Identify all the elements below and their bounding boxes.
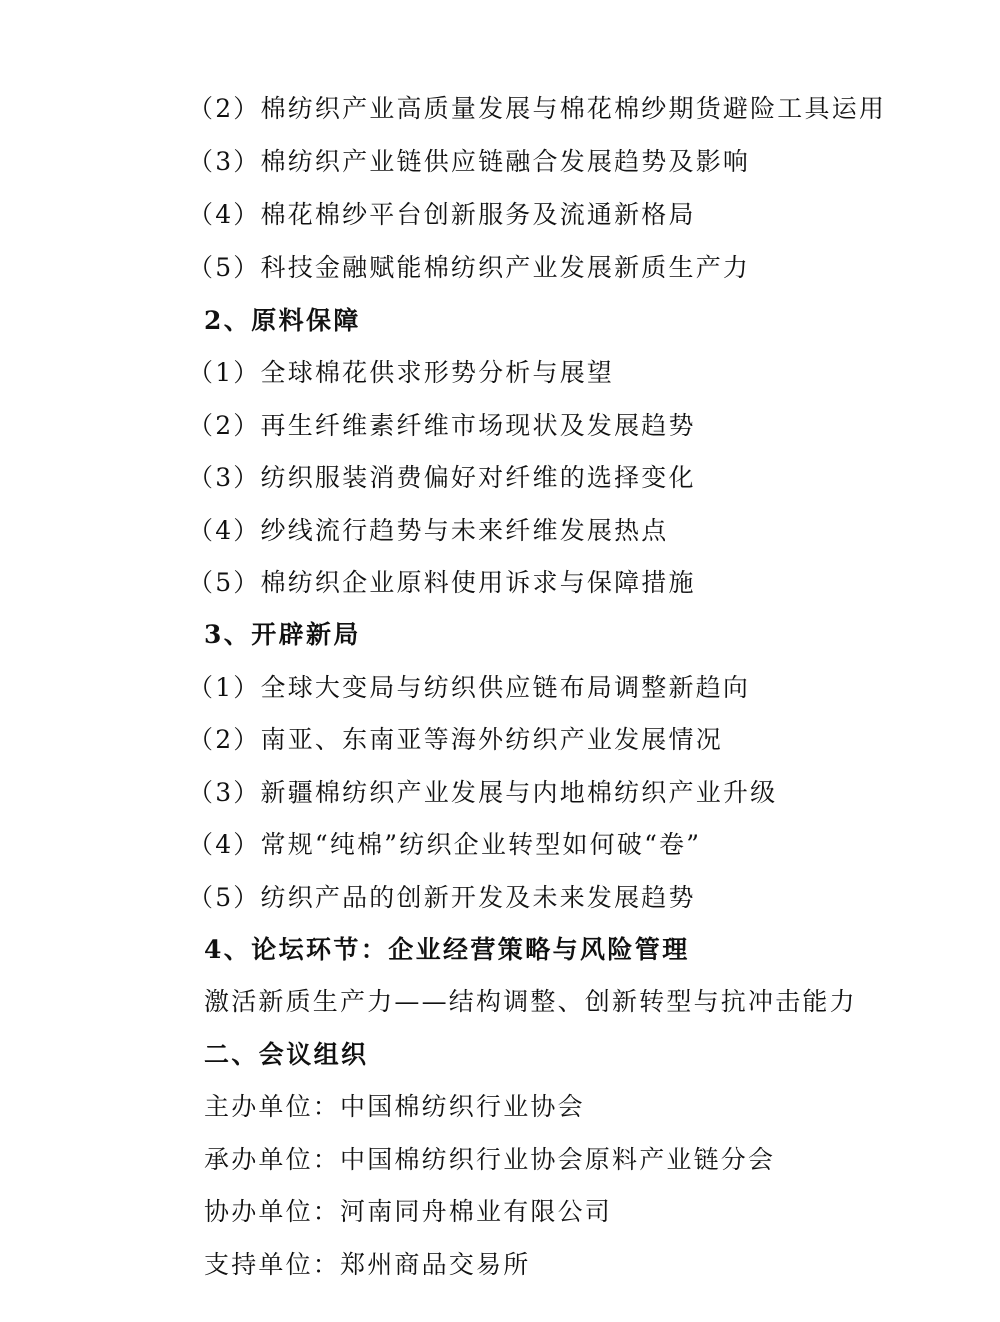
list-item: （1）全球棉花供求形势分析与展望 (188, 358, 615, 387)
list-item: （3）新疆棉纺织产业发展与内地棉纺织产业升级 (188, 778, 778, 807)
list-item: （5）棉纺织企业原料使用诉求与保障措施 (188, 568, 696, 597)
host-unit: 主办单位：中国棉纺织行业协会 (204, 1092, 585, 1121)
section-heading-raw-materials: 2、原料保障 (204, 306, 361, 335)
section-heading-organization: 二、会议组织 (204, 1040, 369, 1069)
list-item: （2）南亚、东南亚等海外纺织产业发展情况 (188, 725, 723, 754)
organizer-unit: 承办单位：中国棉纺织行业协会原料产业链分会 (204, 1145, 776, 1174)
list-item: （3）棉纺织产业链供应链融合发展趋势及影响 (188, 147, 751, 176)
list-item: （4）纱线流行趋势与未来纤维发展热点 (188, 516, 669, 545)
list-item: （1）全球大变局与纺织供应链布局调整新趋向 (188, 673, 751, 702)
list-item: （5）科技金融赋能棉纺织产业发展新质生产力 (188, 253, 751, 282)
list-item: （4）棉花棉纱平台创新服务及流通新格局 (188, 200, 696, 229)
section-heading-forum: 4、论坛环节：企业经营策略与风险管理 (204, 935, 690, 964)
supporter-unit: 支持单位：郑州商品交易所 (204, 1250, 531, 1279)
forum-topic: 激活新质生产力——结构调整、创新转型与抗冲击能力 (204, 987, 857, 1016)
list-item: （4）常规“纯棉”纺织企业转型如何破“卷” (188, 830, 702, 859)
list-item: （5）纺织产品的创新开发及未来发展趋势 (188, 883, 696, 912)
list-item: （2）棉纺织产业高质量发展与棉花棉纱期货避险工具运用 (188, 94, 887, 123)
list-item: （2）再生纤维素纤维市场现状及发展趋势 (188, 411, 696, 440)
list-item: （3）纺织服装消费偏好对纤维的选择变化 (188, 463, 696, 492)
co-organizer-unit: 协办单位：河南同舟棉业有限公司 (204, 1197, 613, 1226)
section-heading-new-ground: 3、开辟新局 (204, 620, 361, 649)
